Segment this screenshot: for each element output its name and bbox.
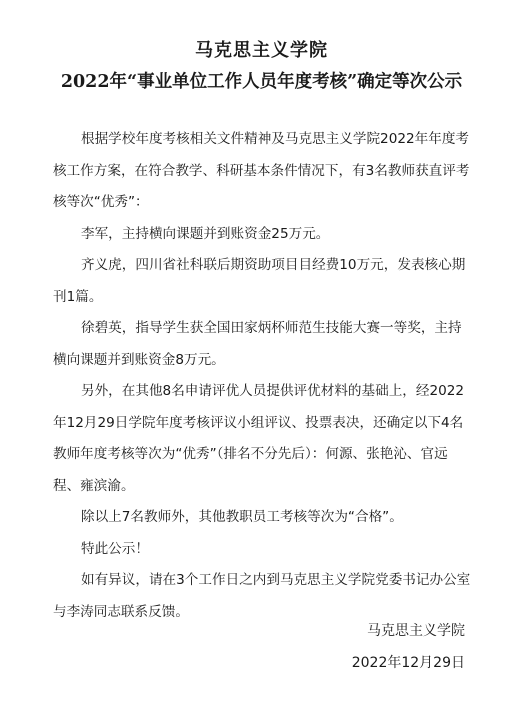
paragraph-notice: 特此公示！ [81,540,149,557]
paragraph-teacher-1: 李军，主持横向课题并到账资金25万元。 [81,225,330,242]
signature-organization: 马克思主义学院 [367,623,465,639]
signature-date: 2022年12月29日 [351,655,465,671]
paragraph-feedback: 如有异议，请在3个工作日之内到马克思主义学院党委书记办公室与李涛同志联系反馈。 [53,572,471,620]
page-title: 马克思主义学院 [195,40,328,61]
announcement-body [53,124,471,628]
paragraph-teacher-2: 齐义虎，四川省社科联后期资助项目目经费10万元，发表核心期刊1篇。 [53,257,466,305]
paragraph-others: 除以上7名教师外，其他教职员工考核等次为“合格”。 [81,509,403,525]
page-subtitle: 2022年“事业单位工作人员年度考核”确定等次公示 [60,72,463,92]
paragraph-intro: 根据学校年度考核相关文件精神及马克思主义学院2022年年度考核工作方案，在符合教学、科研基本条件情况下，有3名教师获直评考核等次“优秀”： [53,131,470,210]
paragraph-additional: 另外，在其他8名申请评优人员提供评优材料的基础上，经2022年12月29日学院年度考核评议小组评议、投票表决，还确定以下4名教师年度考核等次为“优秀”（排名不分先后）：何源、张艳沁、官远程、雍滨渝。 [53,383,465,494]
paragraph-teacher-3: 徐碧英，指导学生获全国田家炳杯师范生技能大赛一等奖，主持横向课题并到账资金8万元。 [53,320,462,368]
